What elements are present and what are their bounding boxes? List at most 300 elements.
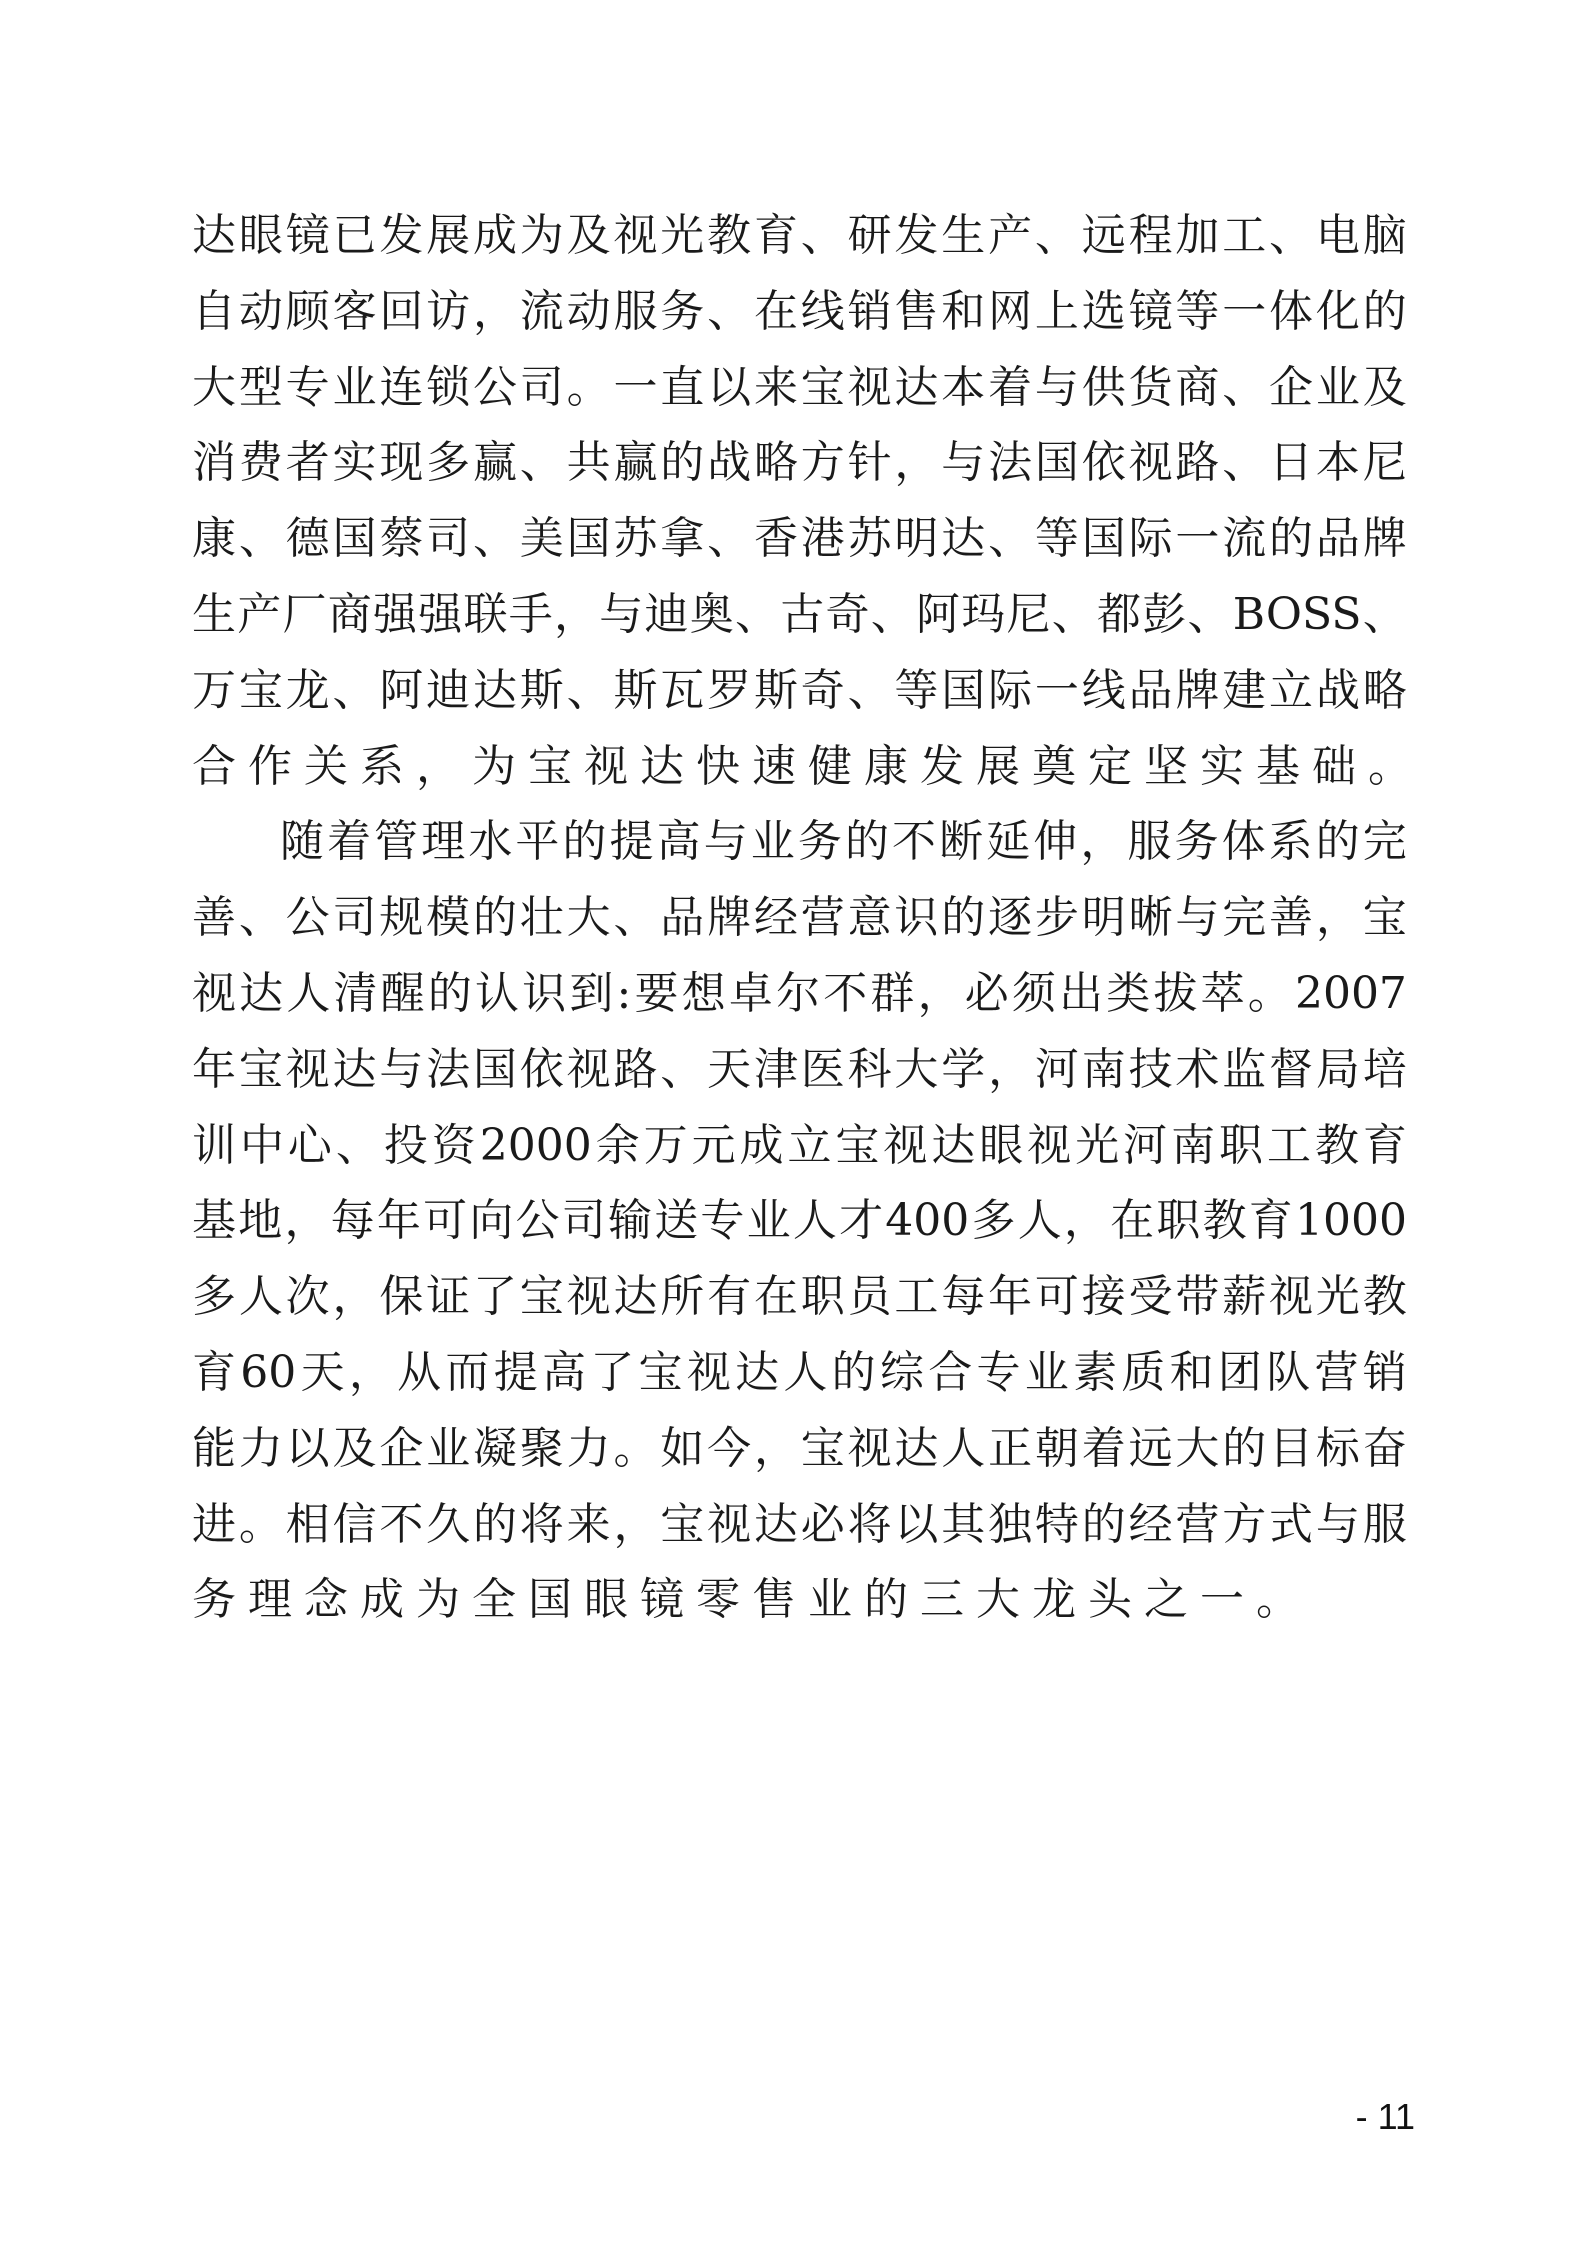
text-line (192, 1335, 1407, 1411)
text-line (192, 1411, 1407, 1487)
glyph: 的 (562, 816, 607, 868)
glyph: 、 (332, 664, 377, 716)
text-line (192, 350, 1407, 426)
glyph: 以 (894, 1498, 939, 1550)
glyph: 古 (780, 588, 825, 640)
glyph: 略 (753, 437, 798, 489)
glyph: 与 (1315, 1498, 1360, 1550)
glyph: 司 (426, 513, 471, 565)
glyph: 凝 (472, 1422, 517, 1474)
glyph: 视 (1269, 1271, 1314, 1323)
glyph: 等 (894, 664, 939, 716)
glyph: 水 (468, 816, 513, 868)
glyph: 与 (1034, 361, 1079, 413)
glyph: 和 (1169, 1346, 1214, 1398)
glyph: 证 (426, 1271, 471, 1323)
glyph: 。 (566, 361, 611, 413)
glyph: 视 (566, 1043, 611, 1095)
glyph: 基 (192, 1195, 236, 1247)
glyph: 完 (1362, 816, 1407, 868)
glyph: 视 (847, 1422, 892, 1474)
glyph: 、 (847, 664, 892, 716)
glyph: 一 (1034, 664, 1079, 716)
glyph: 斯 (613, 664, 658, 716)
glyph: 训 (192, 1119, 236, 1171)
glyph: 宝 (638, 1346, 683, 1398)
glyph: 斯 (519, 664, 564, 716)
glyph: 的 (1315, 816, 1360, 868)
glyph: 务 (797, 816, 842, 868)
glyph: 罗 (707, 664, 752, 716)
glyph: 依 (519, 1043, 564, 1095)
glyph: 能 (192, 1422, 236, 1474)
document-body (192, 198, 1424, 1638)
glyph: 的 (1081, 1498, 1126, 1550)
glyph: 专 (285, 361, 330, 413)
glyph: 售 (894, 285, 939, 337)
glyph: 南 (1081, 1043, 1126, 1095)
glyph: 美 (519, 513, 564, 565)
glyph: 的 (1362, 285, 1407, 337)
glyph: 伸 (1033, 816, 1078, 868)
glyph: 保 (379, 1271, 424, 1323)
glyph: 工 (1267, 1119, 1311, 1171)
glyph: 河 (1123, 1119, 1168, 1171)
glyph: 动 (238, 285, 283, 337)
glyph: 电 (1315, 210, 1360, 261)
glyph: 司 (332, 892, 377, 944)
glyph: 牌 (707, 892, 752, 944)
glyph: 、 (800, 210, 845, 261)
glyph: 力 (566, 1422, 611, 1474)
glyph: 路 (1175, 437, 1220, 489)
glyph: 。 (1247, 967, 1292, 1019)
glyph: 的 (472, 1498, 517, 1550)
glyph: 如 (660, 1422, 705, 1474)
glyph: 万 (192, 664, 236, 716)
glyph: 、 (519, 437, 564, 489)
glyph: 育 (192, 1346, 236, 1398)
glyph: 货 (1128, 361, 1173, 413)
glyph: 营 (1175, 1498, 1220, 1550)
glyph: 、 (335, 1119, 380, 1171)
glyph: ， (284, 1195, 329, 1247)
glyph: 香 (753, 513, 798, 565)
glyph: 网 (988, 285, 1033, 337)
glyph: 发 (894, 210, 939, 261)
glyph: 的 (427, 967, 472, 1019)
glyph: 素 (1073, 1346, 1118, 1398)
glyph: 奋 (1362, 1422, 1407, 1474)
glyph: 识 (522, 967, 567, 1019)
glyph: ， (554, 588, 598, 640)
glyph: 职 (800, 1271, 845, 1323)
glyph: 际 (988, 664, 1033, 716)
glyph: 及 (1362, 361, 1407, 413)
glyph: 人 (238, 1271, 283, 1323)
glyph: 高 (656, 816, 701, 868)
glyph: 彭 (1142, 588, 1187, 640)
glyph: 服 (1127, 816, 1172, 868)
glyph: 镜 (285, 210, 330, 261)
glyph: 务 (1174, 816, 1219, 868)
glyph: 输 (607, 1195, 652, 1247)
glyph: 南 (1171, 1119, 1216, 1171)
glyph: 专 (700, 1195, 745, 1247)
glyph: 和 (941, 285, 986, 337)
glyph: 出 (1059, 967, 1104, 1019)
glyph: 以 (285, 1422, 330, 1474)
glyph: 业 (1315, 361, 1360, 413)
glyph: 从 (397, 1346, 442, 1398)
glyph: 体 (1269, 285, 1314, 337)
glyph: 已 (332, 210, 377, 261)
glyph: 战 (707, 437, 752, 489)
glyph: 、 (1222, 437, 1267, 489)
glyph: 2000 (479, 1119, 592, 1171)
glyph: 尔 (776, 967, 821, 1019)
glyph: 品 (1315, 513, 1360, 565)
glyph: 港 (800, 513, 845, 565)
glyph: 明 (894, 513, 939, 565)
glyph: 断 (939, 816, 984, 868)
glyph: ， (1315, 892, 1360, 944)
glyph: 等 (1034, 513, 1079, 565)
glyph: 天 (300, 1346, 345, 1398)
glyph: 视 (566, 1271, 611, 1323)
glyph: 眼 (238, 210, 283, 261)
glyph: 、 (707, 513, 752, 565)
glyph: 大 (894, 1043, 939, 1095)
glyph: 法 (988, 437, 1033, 489)
glyph: 、 (238, 513, 283, 565)
glyph: 视 (883, 1119, 928, 1171)
glyph: 其 (941, 1498, 986, 1550)
glyph: 视 (285, 1043, 330, 1095)
glyph: 相 (285, 1498, 330, 1550)
glyph: 商 (327, 588, 372, 640)
glyph: 际 (1128, 513, 1173, 565)
glyph: 将 (519, 1498, 564, 1550)
glyph: 战 (1315, 664, 1360, 716)
glyph: 、 (1222, 361, 1267, 413)
glyph: 营 (1314, 1346, 1359, 1398)
glyph: 锁 (426, 361, 471, 413)
glyph: 产 (988, 210, 1033, 261)
glyph: 年 (988, 1271, 1033, 1323)
glyph: 联 (463, 588, 508, 640)
glyph: 苏 (847, 513, 892, 565)
glyph: 成 (472, 210, 517, 261)
glyph: 型 (238, 361, 283, 413)
glyph: 标 (1315, 1422, 1360, 1474)
text-line (192, 804, 1407, 880)
glyph: 多 (192, 1271, 236, 1323)
glyph: 进 (192, 1498, 236, 1550)
glyph: 视 (707, 1498, 752, 1550)
text-line (192, 956, 1407, 1032)
glyph: 意 (847, 892, 892, 944)
glyph: 久 (426, 1498, 471, 1550)
glyph: 方 (800, 437, 845, 489)
glyph: 可 (423, 1195, 468, 1247)
glyph: 质 (1121, 1346, 1166, 1398)
glyph: 多 (971, 1195, 1016, 1247)
glyph: 宝 (238, 664, 283, 716)
glyph: 达 (239, 967, 284, 1019)
glyph: 、 (566, 664, 611, 716)
glyph: 队 (1266, 1346, 1311, 1398)
text-line (192, 198, 1407, 274)
glyph: 业 (332, 361, 377, 413)
glyph: 天 (707, 1043, 752, 1095)
glyph: 群 (870, 967, 915, 1019)
glyph: 达 (332, 1043, 377, 1095)
glyph: 术 (1175, 1043, 1220, 1095)
glyph: 局 (1315, 1043, 1360, 1095)
text-line: 务理念成为全国眼镜零售业的三大龙头之一。 (192, 1574, 1312, 1626)
glyph: 务 (660, 285, 705, 337)
glyph: 职 (1156, 1195, 1201, 1247)
glyph: 、 (1269, 210, 1314, 261)
glyph: 人 (286, 967, 331, 1019)
glyph: 达 (613, 1271, 658, 1323)
glyph: 2007 (1294, 967, 1407, 1019)
glyph: 立 (1269, 664, 1314, 716)
glyph: 育 (1248, 1195, 1293, 1247)
glyph: 信 (332, 1498, 377, 1550)
text-line (192, 425, 1407, 501)
glyph: 医 (800, 1043, 845, 1095)
glyph: 识 (894, 892, 939, 944)
glyph: 育 (1362, 1119, 1407, 1171)
glyph: 实 (332, 437, 377, 489)
glyph: 视 (847, 361, 892, 413)
glyph: 视 (1027, 1119, 1072, 1171)
glyph: 以 (707, 361, 752, 413)
glyph: 龙 (285, 664, 330, 716)
glyph: 的 (1222, 1422, 1267, 1474)
glyph: 达 (894, 361, 939, 413)
glyph: 经 (1128, 1498, 1173, 1550)
glyph: 远 (1128, 1422, 1173, 1474)
glyph: 模 (426, 892, 471, 944)
glyph: 线 (800, 285, 845, 337)
glyph: 司 (561, 1195, 606, 1247)
glyph: 薪 (1222, 1271, 1267, 1323)
glyph: 职 (1219, 1119, 1264, 1171)
glyph: 。 (613, 1422, 658, 1474)
glyph: 光 (1315, 1271, 1360, 1323)
glyph: 人 (783, 1346, 828, 1398)
glyph: 研 (847, 210, 892, 261)
glyph: 延 (986, 816, 1031, 868)
glyph: 系 (1268, 816, 1313, 868)
glyph: 合 (928, 1346, 973, 1398)
glyph: 经 (753, 892, 798, 944)
glyph: 地 (238, 1195, 283, 1247)
glyph: 略 (1362, 664, 1407, 716)
text-line (192, 274, 1407, 350)
glyph: 宝 (1362, 892, 1407, 944)
glyph: 提 (493, 1346, 538, 1398)
glyph: 必 (964, 967, 1009, 1019)
glyph: 公 (285, 892, 330, 944)
glyph: 技 (1128, 1043, 1173, 1095)
glyph: ， (988, 1043, 1033, 1095)
glyph: 育 (753, 210, 798, 261)
glyph: 现 (379, 437, 424, 489)
glyph: 向 (469, 1195, 514, 1247)
glyph: 逐 (988, 892, 1033, 944)
glyph: 与 (379, 1043, 424, 1095)
glyph: 1000 (1295, 1195, 1407, 1247)
glyph: 回 (379, 285, 424, 337)
glyph: 工 (894, 1271, 939, 1323)
glyph: ， (917, 967, 962, 1019)
glyph: 在 (753, 1271, 798, 1323)
glyph: 顾 (285, 285, 330, 337)
glyph: 的 (660, 437, 705, 489)
glyph: 、 (1187, 588, 1232, 640)
glyph: 达 (894, 1422, 939, 1474)
glyph: 卓 (728, 967, 773, 1019)
glyph: 脑 (1362, 210, 1407, 261)
glyph: 万 (643, 1119, 688, 1171)
glyph: 光 (1075, 1119, 1120, 1171)
glyph: 牌 (1362, 513, 1407, 565)
glyph: 、 (238, 892, 283, 944)
glyph: 督 (1269, 1043, 1314, 1095)
glyph: 流 (519, 285, 564, 337)
glyph: 一 (1175, 513, 1220, 565)
glyph: 带 (1175, 1271, 1220, 1323)
glyph: 。 (238, 1498, 283, 1550)
glyph: 视 (192, 967, 236, 1019)
glyph: 聚 (519, 1422, 564, 1474)
glyph: 强 (418, 588, 463, 640)
glyph: 、 (1362, 588, 1407, 640)
text-line (192, 501, 1407, 577)
glyph: 余 (595, 1119, 640, 1171)
glyph: 不 (379, 1498, 424, 1550)
glyph: 德 (285, 513, 330, 565)
glyph: 阿 (916, 588, 960, 640)
glyph: 宝 (238, 1043, 283, 1095)
glyph: 达 (192, 210, 236, 261)
glyph: 高 (541, 1346, 586, 1398)
glyph: 体 (1221, 816, 1266, 868)
glyph: 达 (941, 513, 986, 565)
glyph: 展 (426, 210, 471, 261)
glyph: 商 (1175, 361, 1220, 413)
glyph: 供 (1081, 361, 1126, 413)
glyph: 镜 (1128, 285, 1173, 337)
glyph: 送 (654, 1195, 699, 1247)
glyph: 教 (1314, 1119, 1359, 1171)
glyph: : (616, 967, 632, 1019)
glyph: 可 (1034, 1271, 1079, 1323)
glyph: 才 (839, 1195, 884, 1247)
glyph: 想 (681, 967, 726, 1019)
glyph: 业 (746, 1195, 791, 1247)
glyph: 国 (1081, 513, 1126, 565)
glyph: 及 (332, 1422, 377, 1474)
glyph: 服 (613, 285, 658, 337)
glyph: 接 (1081, 1271, 1126, 1323)
glyph: 的 (1269, 513, 1314, 565)
glyph: 公 (472, 361, 517, 413)
glyph: 国 (1034, 437, 1079, 489)
glyph: 化 (1315, 285, 1360, 337)
glyph: 所 (660, 1271, 705, 1323)
glyph: 公 (515, 1195, 560, 1247)
glyph: 要 (634, 967, 679, 1019)
glyph: 蔡 (379, 513, 424, 565)
glyph: 受 (1128, 1271, 1173, 1323)
glyph: 尼 (1362, 437, 1407, 489)
glyph: 牌 (1175, 664, 1220, 716)
glyph: 年 (192, 1043, 236, 1095)
glyph: 方 (1222, 1498, 1267, 1550)
paragraph-2 (192, 804, 1407, 1638)
glyph: 大 (192, 361, 236, 413)
glyph: 生 (192, 588, 236, 640)
glyph: 规 (379, 892, 424, 944)
glyph: ， (894, 437, 939, 489)
glyph: 、 (1034, 210, 1079, 261)
glyph: 教 (1202, 1195, 1247, 1247)
glyph: 宝 (660, 1498, 705, 1550)
glyph: 60 (240, 1346, 297, 1398)
glyph: 赢 (613, 437, 658, 489)
glyph: 品 (1128, 664, 1173, 716)
glyph: 到 (569, 967, 614, 1019)
glyph: 路 (613, 1043, 658, 1095)
glyph: 专 (976, 1346, 1021, 1398)
glyph: 与 (703, 816, 748, 868)
text-line (192, 1032, 1407, 1108)
glyph: 费 (238, 437, 283, 489)
glyph: 员 (847, 1271, 892, 1323)
glyph: 、 (707, 285, 752, 337)
glyph: 朝 (1034, 1422, 1079, 1474)
glyph: 奇 (800, 664, 845, 716)
text-line (192, 1259, 1407, 1335)
glyph: 清 (333, 967, 378, 1019)
glyph: 尼 (1006, 588, 1051, 640)
glyph: BOSS (1232, 588, 1362, 640)
glyph: 视 (1128, 437, 1173, 489)
glyph: 今 (707, 1422, 752, 1474)
glyph: 司 (519, 361, 564, 413)
glyph: 人 (941, 1422, 986, 1474)
glyph: 直 (660, 361, 705, 413)
glyph: ， (613, 1498, 658, 1550)
glyph: 不 (892, 816, 937, 868)
glyph: 的 (472, 892, 517, 944)
glyph: 强 (373, 588, 417, 640)
glyph: 视 (613, 210, 658, 261)
glyph: 壮 (519, 892, 564, 944)
glyph: 达 (735, 1346, 780, 1398)
glyph: 大 (1175, 1422, 1220, 1474)
glyph: 企 (1269, 361, 1314, 413)
glyph: 年 (376, 1195, 421, 1247)
glyph: 为 (519, 210, 564, 261)
glyph: 远 (1081, 210, 1126, 261)
glyph: 在 (1110, 1195, 1155, 1247)
